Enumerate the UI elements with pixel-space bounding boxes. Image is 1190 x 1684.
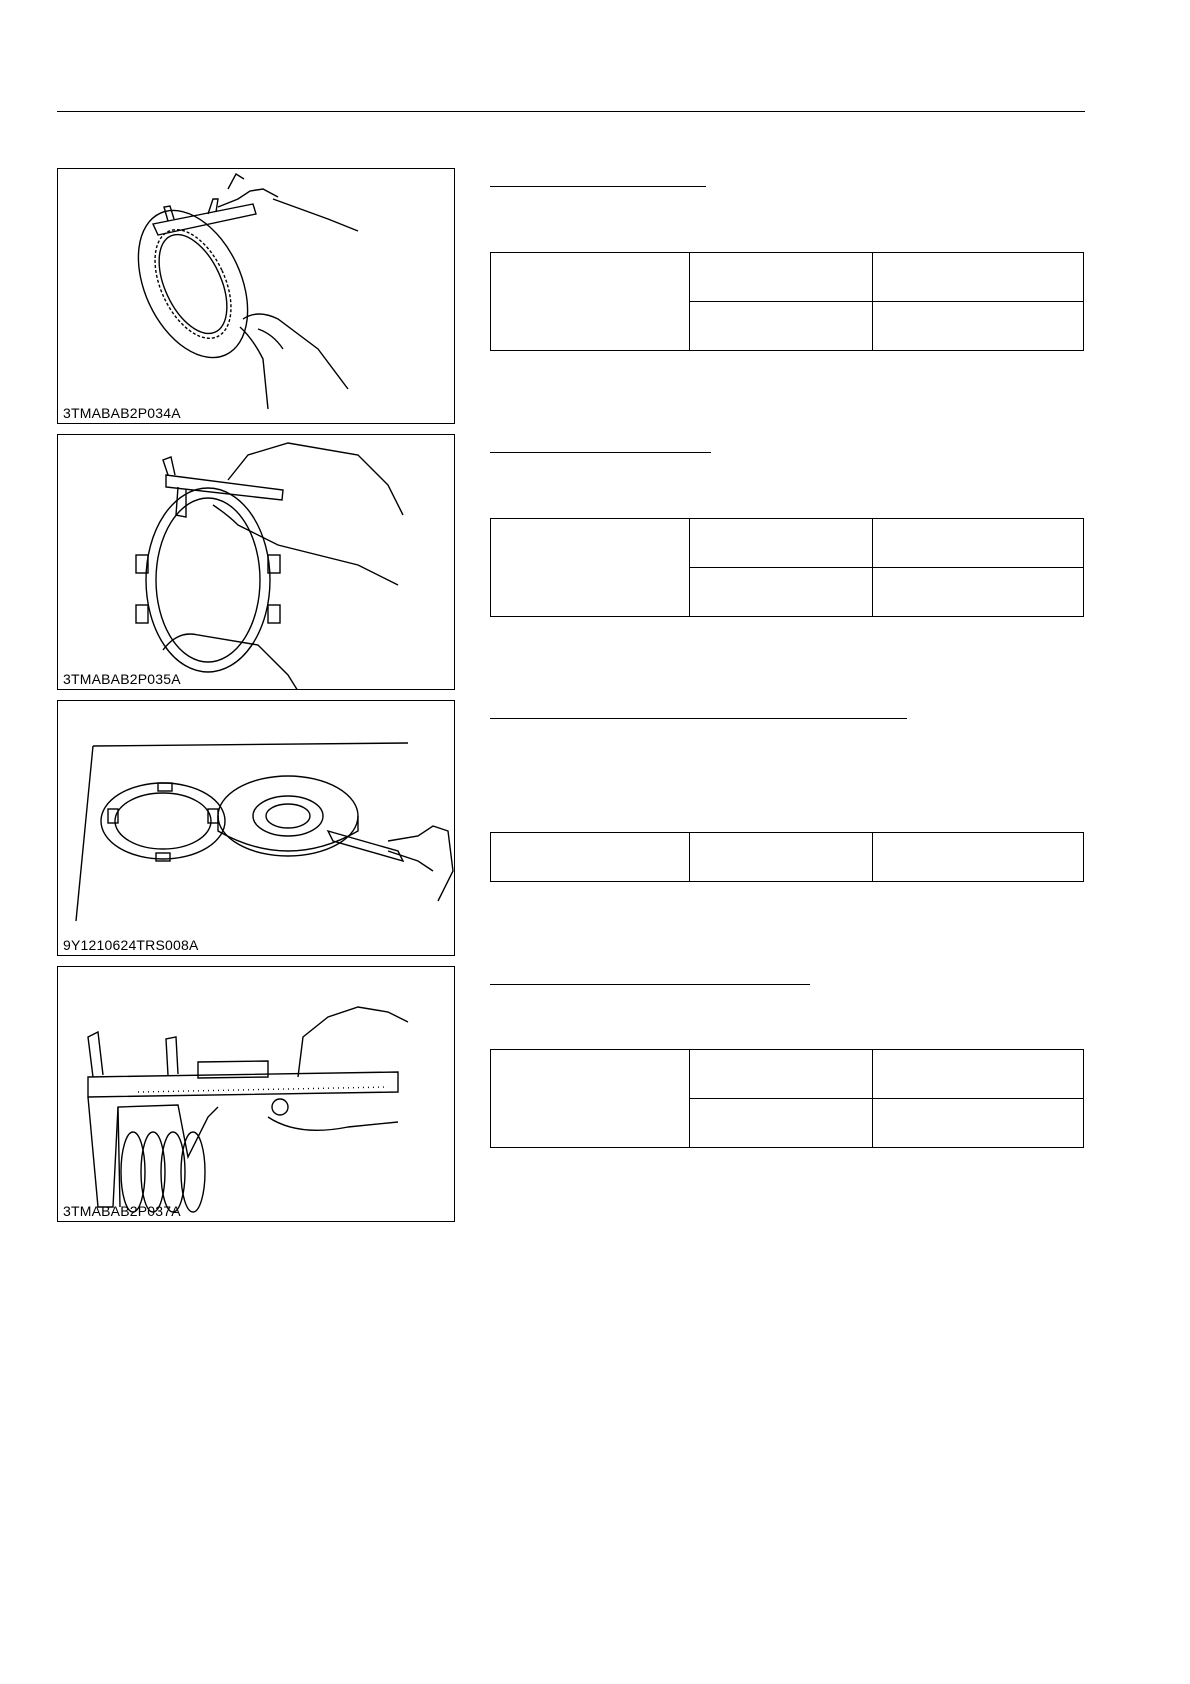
spec-label-cell: [491, 519, 690, 617]
figure-code: 9Y1210624TRS008A: [63, 937, 199, 953]
spec-type-cell: [690, 302, 873, 351]
figure-steel-plate-measurement: [57, 434, 455, 690]
spec-table: [490, 1049, 1084, 1148]
spec-value-cell: [873, 302, 1084, 351]
section-heading-underline: [490, 452, 711, 453]
figure-spring-length-measurement: [57, 966, 455, 1222]
spec-type-cell: [690, 1050, 873, 1099]
feeler-gauge-illustration: [58, 701, 455, 956]
figure-code: 3TMABAB2P035A: [63, 671, 181, 687]
spec-value-cell: [873, 568, 1084, 617]
spec-table: [490, 832, 1084, 882]
spec-type-cell: [690, 833, 873, 882]
spec-label-cell: [491, 253, 690, 351]
spec-type-cell: [690, 568, 873, 617]
spec-value-cell: [873, 833, 1084, 882]
caliper-spring-illustration: [58, 967, 455, 1222]
section-heading-underline: [490, 186, 706, 187]
spec-label-cell: [491, 1050, 690, 1148]
figure-code: 3TMABAB2P034A: [63, 405, 181, 421]
figure-plate-flatness-check: [57, 700, 455, 956]
section-heading-underline: [490, 984, 810, 985]
spec-type-cell: [690, 519, 873, 568]
spec-type-cell: [690, 1099, 873, 1148]
spec-type-cell: [690, 253, 873, 302]
section-heading-underline: [490, 718, 907, 719]
figure-clutch-disc-measurement: [57, 168, 455, 424]
spec-value-cell: [873, 519, 1084, 568]
figure-code: 3TMABAB2P037A: [63, 1203, 181, 1219]
page-header-rule: [57, 111, 1085, 112]
caliper-disc-illustration: [58, 169, 455, 424]
caliper-plate-illustration: [58, 435, 455, 690]
spec-value-cell: [873, 253, 1084, 302]
spec-table: [490, 252, 1084, 351]
spec-label-cell: [491, 833, 690, 882]
spec-value-cell: [873, 1099, 1084, 1148]
spec-table: [490, 518, 1084, 617]
spec-value-cell: [873, 1050, 1084, 1099]
